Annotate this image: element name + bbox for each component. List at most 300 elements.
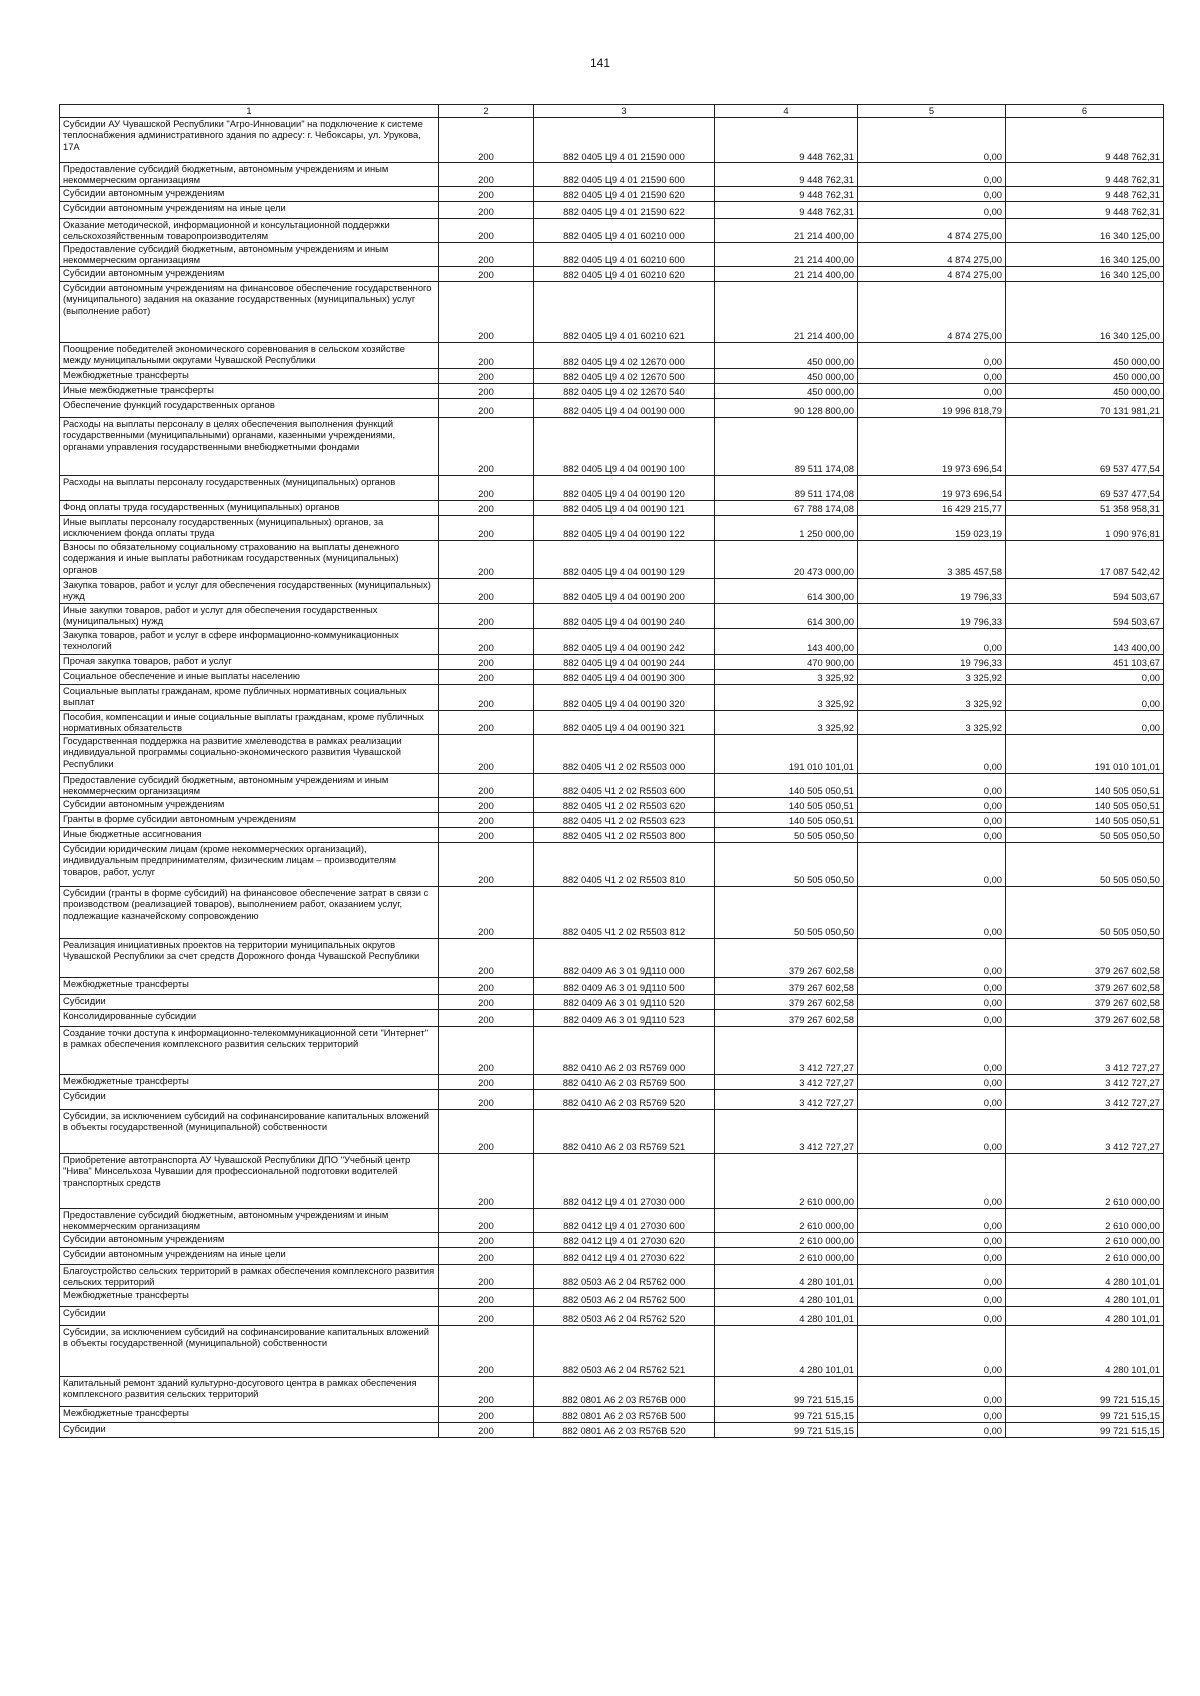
table-row — [60, 118, 1164, 163]
row-name: Субсидии, за исключением субсидий на софинансирование капитальных вложений в объекты государственной (муниципальной) собственности — [60, 1325, 439, 1376]
row-value-4: 9 448 762,31 — [715, 201, 858, 218]
row-value-4: 21 214 400,00 — [715, 281, 858, 342]
row-value-6: 379 267 602,58 — [1006, 938, 1164, 977]
row-value-5: 0,00 — [858, 1074, 1006, 1089]
row-budget-code: 882 0405 Ц9 4 02 12670 500 — [534, 368, 715, 383]
row-value-6: 69 537 477,54 — [1006, 417, 1164, 475]
row-budget-code: 882 0405 Ц9 4 01 60210 600 — [534, 242, 715, 266]
row-value-4: 2 610 000,00 — [715, 1153, 858, 1208]
row-name: Субсидии автономным учреждениям на финансовое обеспечение государственного (муниципального) задания на оказание государственных (муниципальных) услуг (выполнение работ) — [60, 281, 439, 342]
row-value-4: 470 900,00 — [715, 654, 858, 669]
row-value-5: 0,00 — [858, 842, 1006, 886]
row-value-4: 21 214 400,00 — [715, 218, 858, 242]
row-name: Консолидированные субсидии — [60, 1009, 439, 1026]
row-name: Межбюджетные трансферты — [60, 977, 439, 994]
table-row — [60, 383, 1164, 398]
row-code: 200 — [439, 118, 534, 163]
row-budget-code: 882 0405 Ц9 4 04 00190 120 — [534, 475, 715, 500]
row-value-5: 3 325,92 — [858, 684, 1006, 710]
row-value-5: 0,00 — [858, 812, 1006, 827]
row-code: 200 — [439, 938, 534, 977]
table-row — [60, 578, 1164, 603]
row-value-5: 4 874 275,00 — [858, 266, 1006, 281]
row-name: Оказание методической, информационной и консультационной поддержки сельскохозяйственным товаропроизводителям — [60, 218, 439, 242]
page-number: 141 — [589, 56, 611, 70]
row-name: Субсидии — [60, 1089, 439, 1109]
table-row — [60, 281, 1164, 342]
table-row — [60, 1153, 1164, 1208]
row-value-6: 594 503,67 — [1006, 603, 1164, 628]
row-value-4: 191 010 101,01 — [715, 734, 858, 773]
table-row — [60, 1074, 1164, 1089]
row-value-4: 89 511 174,08 — [715, 417, 858, 475]
row-name: Реализация инициативных проектов на территории муниципальных округов Чувашской Республики за счет средств Дорожного фонда Чувашской Республики — [60, 938, 439, 977]
row-budget-code: 882 0405 Ц9 4 02 12670 540 — [534, 383, 715, 398]
row-value-6: 4 280 101,01 — [1006, 1288, 1164, 1306]
table-row — [60, 773, 1164, 797]
row-code: 200 — [439, 186, 534, 201]
row-value-5: 0,00 — [858, 1153, 1006, 1208]
row-name: Субсидии (гранты в форме субсидий) на финансовое обеспечение затрат в связи с производством (реализацией товаров), выполнением работ, оказанием услуг, подлежащие казначейскому сопровождению — [60, 886, 439, 938]
row-value-6: 4 280 101,01 — [1006, 1264, 1164, 1288]
row-value-6: 9 448 762,31 — [1006, 186, 1164, 201]
row-value-5: 0,00 — [858, 118, 1006, 163]
row-code: 200 — [439, 218, 534, 242]
row-value-4: 140 505 050,51 — [715, 812, 858, 827]
row-value-5: 0,00 — [858, 797, 1006, 812]
row-budget-code: 882 0405 Ц9 4 04 00190 000 — [534, 398, 715, 417]
row-value-5: 3 385 457,58 — [858, 540, 1006, 578]
row-name: Субсидии — [60, 1306, 439, 1325]
row-code: 200 — [439, 475, 534, 500]
row-value-5: 0,00 — [858, 1089, 1006, 1109]
row-code: 200 — [439, 1247, 534, 1264]
row-value-6: 99 721 515,15 — [1006, 1376, 1164, 1406]
row-value-6: 99 721 515,15 — [1006, 1406, 1164, 1422]
row-value-4: 450 000,00 — [715, 383, 858, 398]
row-value-4: 2 610 000,00 — [715, 1208, 858, 1232]
row-value-4: 50 505 050,50 — [715, 886, 858, 938]
row-value-5: 4 874 275,00 — [858, 218, 1006, 242]
row-value-4: 9 448 762,31 — [715, 118, 858, 163]
row-value-6: 140 505 050,51 — [1006, 812, 1164, 827]
row-code: 200 — [439, 1208, 534, 1232]
row-code: 200 — [439, 603, 534, 628]
row-value-4: 90 128 800,00 — [715, 398, 858, 417]
row-code: 200 — [439, 281, 534, 342]
row-value-5: 4 874 275,00 — [858, 242, 1006, 266]
row-code: 200 — [439, 1325, 534, 1376]
row-code: 200 — [439, 1288, 534, 1306]
row-value-5: 0,00 — [858, 628, 1006, 654]
row-code: 200 — [439, 628, 534, 654]
row-value-4: 50 505 050,50 — [715, 842, 858, 886]
table-row — [60, 1376, 1164, 1406]
row-value-4: 89 511 174,08 — [715, 475, 858, 500]
row-value-6: 451 103,67 — [1006, 654, 1164, 669]
row-value-5: 0,00 — [858, 994, 1006, 1009]
table-row — [60, 1288, 1164, 1306]
row-name: Приобретение автотранспорта АУ Чувашской Республики ДПО "Учебный центр "Нива" Минсельхоза Чувашии для профессиональной подготовки водителей транспортных средств — [60, 1153, 439, 1208]
row-value-5: 19 973 696,54 — [858, 475, 1006, 500]
row-value-5: 0,00 — [858, 827, 1006, 842]
row-budget-code: 882 0409 А6 3 01 9Д110 520 — [534, 994, 715, 1009]
row-value-6: 1 090 976,81 — [1006, 515, 1164, 540]
row-code: 200 — [439, 163, 534, 187]
table-row — [60, 842, 1164, 886]
row-value-5: 0,00 — [858, 1422, 1006, 1437]
row-code: 200 — [439, 540, 534, 578]
row-value-6: 379 267 602,58 — [1006, 1009, 1164, 1026]
row-name: Предоставление субсидий бюджетным, автономным учреждениям и иным некоммерческим организациям — [60, 1208, 439, 1232]
row-budget-code: 882 0405 Ч1 2 02 R5503 800 — [534, 827, 715, 842]
row-value-6: 16 340 125,00 — [1006, 281, 1164, 342]
row-budget-code: 882 0412 Ц9 4 01 27030 600 — [534, 1208, 715, 1232]
row-budget-code: 882 0405 Ц9 4 04 00190 244 — [534, 654, 715, 669]
table-row — [60, 603, 1164, 628]
row-name: Расходы на выплаты персоналу в целях обеспечения выполнения функций государственными (муниципальными) органами, казенными учреждениями, органами управления государственными внебюджетными фондами — [60, 417, 439, 475]
row-name: Субсидии юридическим лицам (кроме некоммерческих организаций), индивидуальным предпринимателям, физическим лицам – производителям товаров, работ, услуг — [60, 842, 439, 886]
row-budget-code: 882 0410 А6 2 03 R5769 521 — [534, 1109, 715, 1153]
table-row — [60, 1208, 1164, 1232]
row-budget-code: 882 0405 Ц9 4 01 21590 620 — [534, 186, 715, 201]
row-value-5: 19 796,33 — [858, 654, 1006, 669]
row-name: Субсидии автономным учреждениям — [60, 186, 439, 201]
row-name: Расходы на выплаты персоналу государственных (муниципальных) органов — [60, 475, 439, 500]
row-budget-code: 882 0405 Ц9 4 04 00190 300 — [534, 669, 715, 684]
row-value-4: 3 325,92 — [715, 669, 858, 684]
row-value-5: 0,00 — [858, 1247, 1006, 1264]
row-value-5: 0,00 — [858, 1026, 1006, 1074]
row-name: Прочая закупка товаров, работ и услуг — [60, 654, 439, 669]
row-value-6: 9 448 762,31 — [1006, 118, 1164, 163]
row-value-4: 99 721 515,15 — [715, 1422, 858, 1437]
row-name: Межбюджетные трансферты — [60, 1406, 439, 1422]
row-budget-code: 882 0412 Ц9 4 01 27030 620 — [534, 1232, 715, 1247]
row-value-4: 3 412 727,27 — [715, 1089, 858, 1109]
row-code: 200 — [439, 201, 534, 218]
row-value-5: 0,00 — [858, 1264, 1006, 1288]
row-code: 200 — [439, 1153, 534, 1208]
row-name: Субсидии автономным учреждениям на иные цели — [60, 201, 439, 218]
row-budget-code: 882 0801 А6 2 03 R576В 000 — [534, 1376, 715, 1406]
row-value-4: 99 721 515,15 — [715, 1376, 858, 1406]
row-code: 200 — [439, 654, 534, 669]
row-value-4: 21 214 400,00 — [715, 266, 858, 281]
row-code: 200 — [439, 1422, 534, 1437]
row-name: Субсидии, за исключением субсидий на софинансирование капитальных вложений в объекты государственной (муниципальной) собственности — [60, 1109, 439, 1153]
row-value-6: 140 505 050,51 — [1006, 773, 1164, 797]
row-value-4: 4 280 101,01 — [715, 1306, 858, 1325]
row-value-6: 16 340 125,00 — [1006, 266, 1164, 281]
row-value-6: 4 280 101,01 — [1006, 1325, 1164, 1376]
row-budget-code: 882 0410 А6 2 03 R5769 000 — [534, 1026, 715, 1074]
row-value-4: 3 325,92 — [715, 684, 858, 710]
table-row — [60, 1406, 1164, 1422]
table-row — [60, 977, 1164, 994]
row-name: Субсидии — [60, 994, 439, 1009]
row-value-5: 19 973 696,54 — [858, 417, 1006, 475]
table-row — [60, 1422, 1164, 1437]
row-code: 200 — [439, 773, 534, 797]
row-value-6: 3 412 727,27 — [1006, 1074, 1164, 1089]
row-value-4: 4 280 101,01 — [715, 1264, 858, 1288]
row-value-4: 9 448 762,31 — [715, 163, 858, 187]
row-budget-code: 882 0405 Ч1 2 02 R5503 000 — [534, 734, 715, 773]
table-row — [60, 1264, 1164, 1288]
row-value-5: 0,00 — [858, 1306, 1006, 1325]
row-value-4: 4 280 101,01 — [715, 1288, 858, 1306]
table-row — [60, 201, 1164, 218]
table-row — [60, 163, 1164, 187]
row-value-4: 3 412 727,27 — [715, 1109, 858, 1153]
row-name: Взносы по обязательному социальному страхованию на выплаты денежного содержания и иные выплаты работникам государственных (муниципальных) органов — [60, 540, 439, 578]
table-row — [60, 1325, 1164, 1376]
row-value-5: 0,00 — [858, 734, 1006, 773]
table-row — [60, 938, 1164, 977]
row-name: Иные закупки товаров, работ и услуг для обеспечения государственных (муниципальных) нужд — [60, 603, 439, 628]
row-value-5: 19 796,33 — [858, 603, 1006, 628]
row-code: 200 — [439, 797, 534, 812]
row-name: Субсидии АУ Чувашской Республики "Агро-Инновации" на подключение к системе теплоснабжения административного здания по адресу: г. Чебоксары, ул. Урукова, 17А — [60, 118, 439, 163]
row-value-6: 51 358 958,31 — [1006, 500, 1164, 515]
row-code: 200 — [439, 710, 534, 734]
row-budget-code: 882 0405 Ц9 4 04 00190 122 — [534, 515, 715, 540]
row-value-5: 0,00 — [858, 1232, 1006, 1247]
row-name: Фонд оплаты труда государственных (муниципальных) органов — [60, 500, 439, 515]
row-value-6: 17 087 542,42 — [1006, 540, 1164, 578]
row-value-6: 9 448 762,31 — [1006, 163, 1164, 187]
row-name: Межбюджетные трансферты — [60, 1288, 439, 1306]
row-code: 200 — [439, 886, 534, 938]
table-row — [60, 886, 1164, 938]
row-budget-code: 882 0405 Ч1 2 02 R5503 623 — [534, 812, 715, 827]
row-budget-code: 882 0405 Ц9 4 04 00190 100 — [534, 417, 715, 475]
row-code: 200 — [439, 398, 534, 417]
row-budget-code: 882 0405 Ч1 2 02 R5503 812 — [534, 886, 715, 938]
row-value-4: 450 000,00 — [715, 368, 858, 383]
column-header-2: 2 — [439, 105, 534, 118]
row-value-6: 3 412 727,27 — [1006, 1109, 1164, 1153]
budget-table — [59, 104, 1164, 1438]
table-row — [60, 1247, 1164, 1264]
row-value-5: 0,00 — [858, 1208, 1006, 1232]
row-value-4: 3 412 727,27 — [715, 1026, 858, 1074]
table-row — [60, 417, 1164, 475]
table-row — [60, 368, 1164, 383]
table-header-row — [60, 105, 1164, 118]
row-code: 200 — [439, 812, 534, 827]
row-budget-code: 882 0405 Ц9 4 01 21590 600 — [534, 163, 715, 187]
table-row — [60, 186, 1164, 201]
row-name: Предоставление субсидий бюджетным, автономным учреждениям и иным некоммерческим организациям — [60, 242, 439, 266]
row-value-4: 140 505 050,51 — [715, 797, 858, 812]
row-value-6: 50 505 050,50 — [1006, 886, 1164, 938]
row-value-5: 0,00 — [858, 1109, 1006, 1153]
row-code: 200 — [439, 383, 534, 398]
row-code: 200 — [439, 1406, 534, 1422]
row-name: Государственная поддержка на развитие хмелеводства в рамках реализации индивидуальной программы социально-экономического развития Чувашской Республики — [60, 734, 439, 773]
row-value-6: 0,00 — [1006, 710, 1164, 734]
row-code: 200 — [439, 1306, 534, 1325]
row-name: Социальное обеспечение и иные выплаты населению — [60, 669, 439, 684]
row-value-4: 450 000,00 — [715, 342, 858, 368]
row-value-5: 0,00 — [858, 186, 1006, 201]
row-value-5: 4 874 275,00 — [858, 281, 1006, 342]
row-code: 200 — [439, 994, 534, 1009]
row-budget-code: 882 0412 Ц9 4 01 27030 622 — [534, 1247, 715, 1264]
row-value-6: 191 010 101,01 — [1006, 734, 1164, 773]
row-name: Закупка товаров, работ и услуг в сфере информационно-коммуникационных технологий — [60, 628, 439, 654]
row-budget-code: 882 0503 А6 2 04 R5762 500 — [534, 1288, 715, 1306]
table-row — [60, 515, 1164, 540]
row-value-4: 67 788 174,08 — [715, 500, 858, 515]
row-code: 200 — [439, 684, 534, 710]
table-row — [60, 475, 1164, 500]
column-header-5: 5 — [858, 105, 1006, 118]
row-name: Иные межбюджетные трансферты — [60, 383, 439, 398]
row-value-6: 50 505 050,50 — [1006, 827, 1164, 842]
row-name: Капитальный ремонт зданий культурно-досугового центра в рамках обеспечения комплексного развития сельских территорий — [60, 1376, 439, 1406]
row-value-6: 2 610 000,00 — [1006, 1153, 1164, 1208]
table-row — [60, 684, 1164, 710]
table-row — [60, 398, 1164, 417]
table-row — [60, 1089, 1164, 1109]
row-budget-code: 882 0409 А6 3 01 9Д110 500 — [534, 977, 715, 994]
row-name: Межбюджетные трансферты — [60, 1074, 439, 1089]
row-value-5: 0,00 — [858, 773, 1006, 797]
row-budget-code: 882 0405 Ц9 4 04 00190 242 — [534, 628, 715, 654]
row-value-4: 21 214 400,00 — [715, 242, 858, 266]
column-header-1: 1 — [60, 105, 439, 118]
row-budget-code: 882 0405 Ц9 4 01 60210 620 — [534, 266, 715, 281]
row-value-6: 3 412 727,27 — [1006, 1089, 1164, 1109]
row-value-4: 9 448 762,31 — [715, 186, 858, 201]
table-row — [60, 797, 1164, 812]
row-value-5: 19 996 818,79 — [858, 398, 1006, 417]
row-budget-code: 882 0405 Ц9 4 01 60210 000 — [534, 218, 715, 242]
row-budget-code: 882 0405 Ц9 4 04 00190 129 — [534, 540, 715, 578]
row-code: 200 — [439, 417, 534, 475]
row-value-4: 379 267 602,58 — [715, 977, 858, 994]
row-budget-code: 882 0405 Ц9 4 04 00190 320 — [534, 684, 715, 710]
row-value-4: 3 412 727,27 — [715, 1074, 858, 1089]
row-value-6: 69 537 477,54 — [1006, 475, 1164, 500]
row-code: 200 — [439, 266, 534, 281]
row-value-5: 0,00 — [858, 1325, 1006, 1376]
table-row — [60, 342, 1164, 368]
row-name: Предоставление субсидий бюджетным, автономным учреждениям и иным некоммерческим организациям — [60, 163, 439, 187]
row-value-5: 0,00 — [858, 886, 1006, 938]
row-name: Поощрение победителей экономического соревнования в сельском хозяйстве между муниципальными округами Чувашской Республики — [60, 342, 439, 368]
row-value-6: 4 280 101,01 — [1006, 1306, 1164, 1325]
row-value-4: 1 250 000,00 — [715, 515, 858, 540]
table-row — [60, 1109, 1164, 1153]
row-code: 200 — [439, 1026, 534, 1074]
row-value-5: 0,00 — [858, 1376, 1006, 1406]
row-name: Субсидии автономным учреждениям — [60, 1232, 439, 1247]
table-row — [60, 1232, 1164, 1247]
row-value-6: 2 610 000,00 — [1006, 1232, 1164, 1247]
row-budget-code: 882 0412 Ц9 4 01 27030 000 — [534, 1153, 715, 1208]
row-budget-code: 882 0405 Ч1 2 02 R5503 600 — [534, 773, 715, 797]
row-value-6: 379 267 602,58 — [1006, 977, 1164, 994]
row-code: 200 — [439, 1089, 534, 1109]
row-value-5: 3 325,92 — [858, 669, 1006, 684]
row-code: 200 — [439, 515, 534, 540]
row-value-5: 0,00 — [858, 1406, 1006, 1422]
row-value-4: 4 280 101,01 — [715, 1325, 858, 1376]
row-value-6: 450 000,00 — [1006, 383, 1164, 398]
row-budget-code: 882 0801 А6 2 03 R576В 500 — [534, 1406, 715, 1422]
row-value-5: 0,00 — [858, 383, 1006, 398]
row-value-5: 0,00 — [858, 938, 1006, 977]
row-budget-code: 882 0405 Ч1 2 02 R5503 620 — [534, 797, 715, 812]
row-code: 200 — [439, 827, 534, 842]
row-value-6: 2 610 000,00 — [1006, 1247, 1164, 1264]
row-value-5: 0,00 — [858, 368, 1006, 383]
table-row — [60, 812, 1164, 827]
row-budget-code: 882 0405 Ц9 4 04 00190 200 — [534, 578, 715, 603]
row-value-6: 594 503,67 — [1006, 578, 1164, 603]
row-value-5: 0,00 — [858, 163, 1006, 187]
row-value-6: 450 000,00 — [1006, 342, 1164, 368]
row-budget-code: 882 0409 А6 3 01 9Д110 523 — [534, 1009, 715, 1026]
row-value-6: 0,00 — [1006, 684, 1164, 710]
row-value-5: 16 429 215,77 — [858, 500, 1006, 515]
row-value-4: 140 505 050,51 — [715, 773, 858, 797]
row-name: Межбюджетные трансферты — [60, 368, 439, 383]
row-budget-code: 882 0405 Ч1 2 02 R5503 810 — [534, 842, 715, 886]
row-code: 200 — [439, 1109, 534, 1153]
row-value-5: 0,00 — [858, 201, 1006, 218]
row-code: 200 — [439, 977, 534, 994]
row-name: Благоустройство сельских территорий в рамках обеспечения комплексного развития сельских территорий — [60, 1264, 439, 1288]
table-row — [60, 734, 1164, 773]
row-value-4: 2 610 000,00 — [715, 1232, 858, 1247]
row-name: Закупка товаров, работ и услуг для обеспечения государственных (муниципальных) нужд — [60, 578, 439, 603]
row-budget-code: 882 0405 Ц9 4 04 00190 321 — [534, 710, 715, 734]
row-value-6: 16 340 125,00 — [1006, 242, 1164, 266]
row-value-6: 50 505 050,50 — [1006, 842, 1164, 886]
row-value-6: 450 000,00 — [1006, 368, 1164, 383]
column-header-3: 3 — [534, 105, 715, 118]
row-code: 200 — [439, 669, 534, 684]
row-budget-code: 882 0405 Ц9 4 01 21590 622 — [534, 201, 715, 218]
row-code: 200 — [439, 842, 534, 886]
row-code: 200 — [439, 1074, 534, 1089]
row-value-5: 0,00 — [858, 1288, 1006, 1306]
row-value-4: 379 267 602,58 — [715, 994, 858, 1009]
row-budget-code: 882 0405 Ц9 4 04 00190 121 — [534, 500, 715, 515]
table-row — [60, 994, 1164, 1009]
row-budget-code: 882 0503 А6 2 04 R5762 000 — [534, 1264, 715, 1288]
row-value-6: 0,00 — [1006, 669, 1164, 684]
row-budget-code: 882 0405 Ц9 4 01 21590 000 — [534, 118, 715, 163]
row-value-6: 16 340 125,00 — [1006, 218, 1164, 242]
row-value-5: 0,00 — [858, 342, 1006, 368]
row-value-6: 9 448 762,31 — [1006, 201, 1164, 218]
table-row — [60, 669, 1164, 684]
row-name: Гранты в форме субсидии автономным учреждениям — [60, 812, 439, 827]
row-code: 200 — [439, 368, 534, 383]
row-value-4: 379 267 602,58 — [715, 1009, 858, 1026]
row-value-4: 2 610 000,00 — [715, 1247, 858, 1264]
row-name: Субсидии автономным учреждениям на иные цели — [60, 1247, 439, 1264]
row-value-6: 99 721 515,15 — [1006, 1422, 1164, 1437]
row-value-6: 70 131 981,21 — [1006, 398, 1164, 417]
row-value-5: 19 796,33 — [858, 578, 1006, 603]
